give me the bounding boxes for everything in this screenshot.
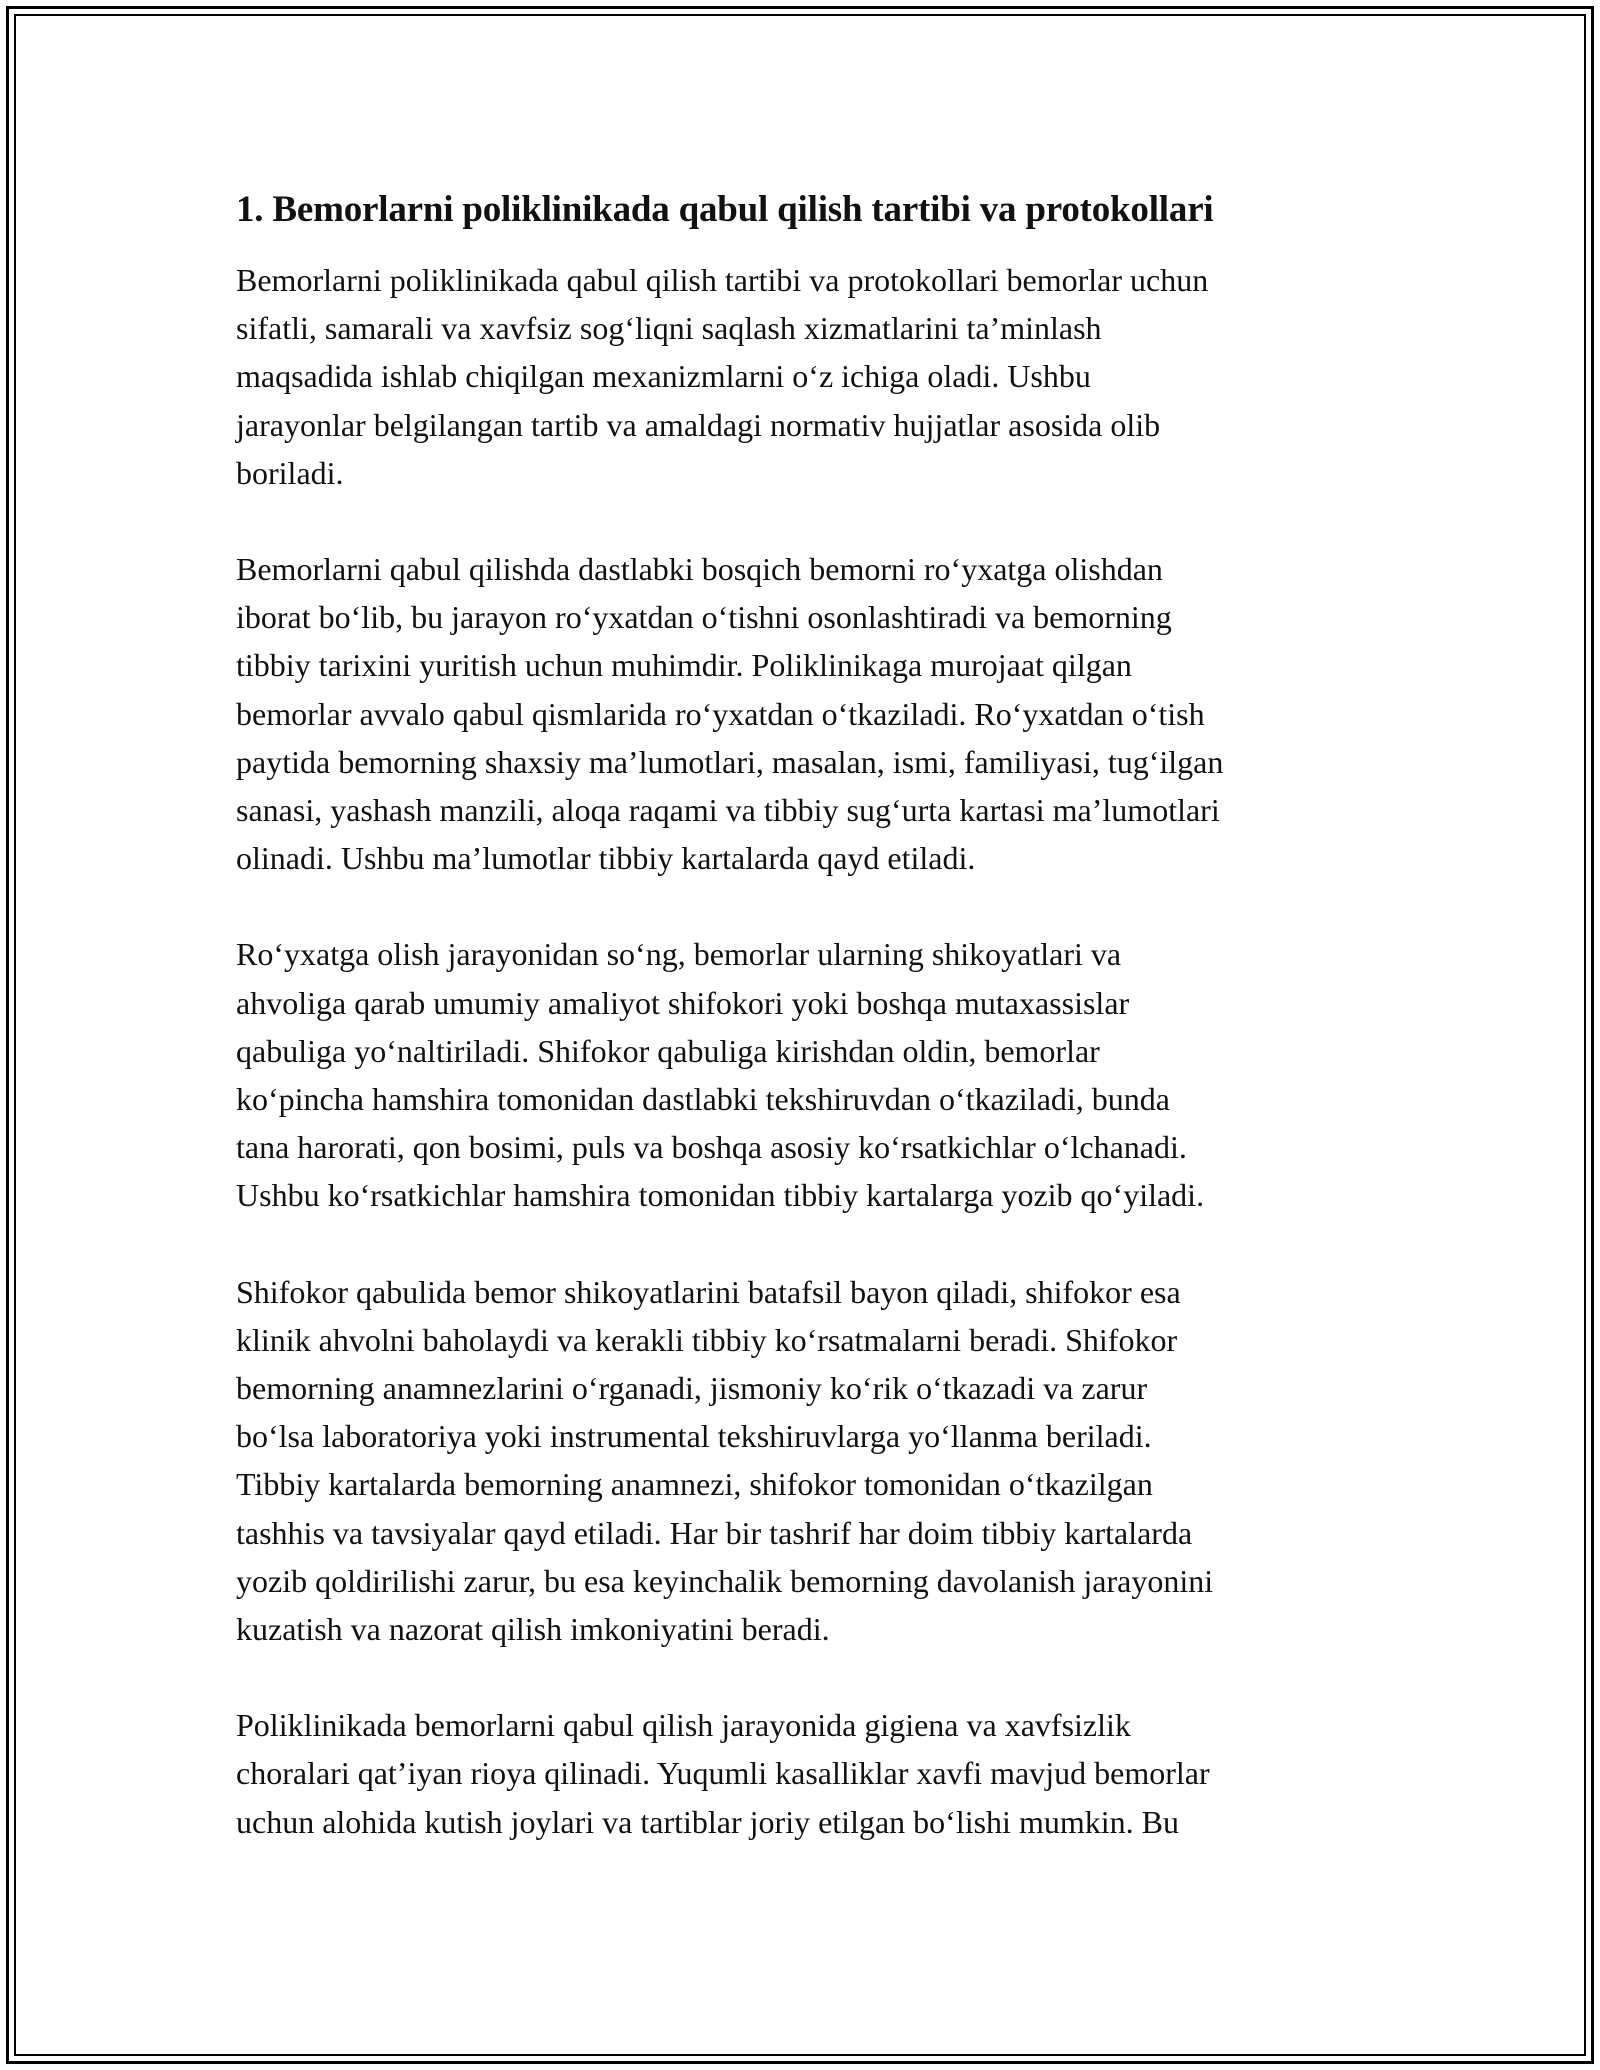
text-line: Ushbu ko‘rsatkichlar hamshira tomonidan tibbiy kartalarga yozib qo‘yiladi. [236, 1177, 1205, 1214]
paragraph [236, 930, 1386, 1219]
text-line: paytida bemorning shaxsiy ma’lumotlari, masalan, ismi, familiyasi, tug‘ilgan [236, 743, 1224, 780]
text-line: Bemorlarni qabul qilishda dastlabki bosqich bemorni ro‘yxatga olishdan [236, 551, 1163, 588]
text-line: olinadi. Ushbu ma’lumotlar tibbiy kartalarda qayd etiladi. [236, 840, 976, 877]
text-line: choralari qat’iyan rioya qilinadi. Yuqumli kasalliklar xavfi mavjud bemorlar [236, 1755, 1210, 1792]
text-line: ahvoliga qarab umumiy amaliyot shifokori yoki boshqa mutaxassislar [236, 984, 1130, 1021]
text-line: tana harorati, qon bosimi, puls va boshqa asosiy ko‘rsatkichlar o‘lchanadi. [236, 1129, 1187, 1166]
text-line: sanasi, yashash manzili, aloqa raqami va tibbiy sug‘urta kartasi ma’lumotlari [236, 792, 1220, 829]
text-line: bemorlar avvalo qabul qismlarida ro‘yxatdan o‘tkaziladi. Ro‘yxatdan o‘tish [236, 695, 1205, 732]
text-line: bo‘lsa laboratoriya yoki instrumental tekshiruvlarga yo‘llanma beriladi. [236, 1418, 1152, 1455]
text-line: boriladi. [236, 454, 344, 491]
text-line: Poliklinikada bemorlarni qabul qilish jarayonida gigiena va xavfsizlik [236, 1707, 1131, 1744]
text-line: bemorning anamnezlarini o‘rganadi, jismoniy ko‘rik o‘tkazadi va zarur [236, 1370, 1148, 1407]
text-line: sifatli, samarali va xavfsiz sog‘liqni saqlash xizmatlarini ta’minlash [236, 310, 1102, 347]
text-line: kuzatish va nazorat qilish imkoniyatini beradi. [236, 1611, 830, 1648]
text-line: Tibbiy kartalarda bemorning anamnezi, shifokor tomonidan o‘tkazilgan [236, 1466, 1153, 1503]
text-line: klinik ahvolni baholaydi va kerakli tibbiy ko‘rsatmalarni beradi. Shifokor [236, 1321, 1178, 1358]
document-body [236, 186, 1386, 1894]
text-line: qabuliga yo‘naltiriladi. Shifokor qabuliga kirishdan oldin, bemorlar [236, 1032, 1100, 1069]
text-line: tashhis va tavsiyalar qayd etiladi. Har bir tashrif har doim tibbiy kartalarda [236, 1514, 1193, 1551]
text-line: ko‘pincha hamshira tomonidan dastlabki tekshiruvdan o‘tkaziladi, bunda [236, 1081, 1170, 1118]
text-line: uchun alohida kutish joylari va tartiblar joriy etilgan bo‘lishi mumkin. Bu [236, 1803, 1179, 1840]
paragraph [236, 545, 1386, 882]
text-line: jarayonlar belgilangan tartib va amaldagi normativ hujjatlar asosida olib [236, 406, 1161, 443]
section-heading: 1. Bemorlarni poliklinikada qabul qilish tartibi va protokollari [236, 189, 1214, 230]
paragraph [236, 1268, 1386, 1654]
text-line: maqsadida ishlab chiqilgan mexanizmlarni o‘z ichiga oladi. Ushbu [236, 358, 1091, 395]
paragraph [236, 1701, 1386, 1846]
text-line: iborat bo‘lib, bu jarayon ro‘yxatdan o‘tishni osonlashtiradi va bemorning [236, 599, 1172, 636]
text-line: tibbiy tarixini yuritish uchun muhimdir. Poliklinikaga murojaat qilgan [236, 647, 1132, 684]
paragraph [236, 256, 1386, 497]
text-line: Bemorlarni poliklinikada qabul qilish tartibi va protokollari bemorlar uchun [236, 262, 1209, 298]
text-line: Ro‘yxatga olish jarayonidan so‘ng, bemorlar ularning shikoyatlari va [236, 936, 1122, 973]
text-line: yozib qoldirilishi zarur, bu esa keyinchalik bemorning davolanish jarayonini [236, 1562, 1214, 1599]
text-line: Shifokor qabulida bemor shikoyatlarini batafsil bayon qiladi, shifokor esa [236, 1273, 1181, 1310]
